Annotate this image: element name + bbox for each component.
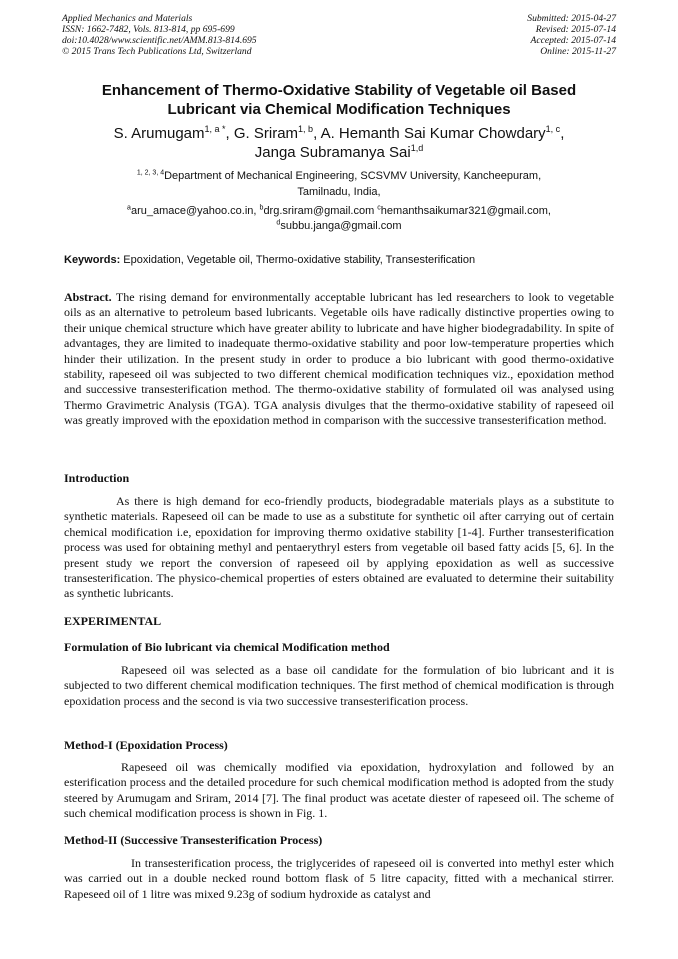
keywords-text: Epoxidation, Vegetable oil, Thermo-oxidative stability, Transesterification bbox=[120, 254, 476, 266]
email-sup: d bbox=[276, 219, 281, 227]
abstract-text: The rising demand for environmentally acceptable lubricant has led researchers to look to vegetable oils as an alternative to petroleum based lubricants. Vegetable oils have radically distinctive properties owing to their unique chemical structure which have greater ability to lubricate and have higher biodegradability. In spite of advantages, they are limited to inadequate thermo-oxidative stability and poor low-temperature properties which hinder their utilization. In the present study in order to produce a bio lubricant with good thermo-oxidative stability, rapeseed oil was subjected to two different chemical modification techniques viz., epoxidation method and successive transesterification method. The thermo-oxidative stability of formulated oil was analysed using Thermo Gravimetric Analysis (TGA). TGA analysis divulges that the thermo-oxidative stability of rapeseed oil was greatly improved with the epoxidation method in comparison with the successive transesterification method. bbox=[64, 290, 614, 428]
affiliation-text: Department of Mechanical Engineering, SCSVMV University, Kancheepuram, bbox=[164, 170, 542, 182]
email-link[interactable]: hemanthsaikumar321@gmail.com, bbox=[380, 205, 551, 217]
keywords-label: Keywords: bbox=[64, 254, 121, 266]
date-submitted: Submitted: 2015-04-27 bbox=[527, 13, 616, 24]
abstract-label: Abstract. bbox=[64, 290, 112, 304]
method-1-text: Rapeseed oil was chemically modified via epoxidation, hydroxylation and followed by an esterification process and the detailed procedure for such chemical modification method is adopted from the study steered by Arumugam and Sriram, 2014 [7]. The final product was acetate diester of rapeseed oil. The scheme of such chemical modification process is shown in Fig. 1. bbox=[64, 760, 614, 821]
email-link[interactable]: aru_amace@yahoo.co.in, bbox=[130, 205, 260, 217]
affiliation-line-2: Tamilnadu, India, bbox=[297, 186, 381, 198]
date-revised: Revised: 2015-07-14 bbox=[535, 24, 616, 35]
email-line-2 bbox=[40, 219, 638, 234]
author-name: S. Arumugam bbox=[113, 125, 205, 142]
title-line-1: Enhancement of Thermo-Oxidative Stability of Vegetable oil Based bbox=[101, 82, 577, 99]
author-name: , G. Sriram bbox=[225, 125, 299, 142]
paper-title bbox=[40, 81, 638, 119]
date-online: Online: 2015-11-27 bbox=[540, 46, 616, 57]
keywords bbox=[64, 253, 624, 267]
author-name: , A. Hemanth Sai Kumar Chowdary bbox=[313, 125, 546, 142]
method-1-heading: Method-I (Epoxidation Process) bbox=[64, 738, 228, 752]
date-accepted: Accepted: 2015-07-14 bbox=[530, 35, 616, 46]
email-link[interactable]: drg.sriram@gmail.com bbox=[263, 205, 378, 217]
affiliation-sup: 1, 2, 3, 4 bbox=[136, 169, 165, 177]
email-sup: a bbox=[127, 204, 131, 212]
email-sup: b bbox=[259, 204, 264, 212]
affiliation bbox=[40, 168, 638, 200]
title-line-2: Lubricant via Chemical Modification Techniques bbox=[167, 101, 511, 118]
author-sup: 1,d bbox=[410, 143, 424, 153]
formulation-heading: Formulation of Bio lubricant via chemical Modification method bbox=[64, 640, 390, 654]
journal-issn: ISSN: 1662-7482, Vols. 813-814, pp 695-699 bbox=[62, 24, 235, 35]
journal-doi: doi:10.4028/www.scientific.net/AMM.813-814.695 bbox=[62, 35, 257, 46]
author-line-1 bbox=[40, 124, 638, 143]
publication-dates bbox=[527, 13, 616, 57]
author-sup: 1, b bbox=[298, 124, 314, 134]
journal-info bbox=[62, 13, 257, 57]
method-2-text: In transesterification process, the triglycerides of rapeseed oil is converted into methyl ester which was carried out in a double necked round bottom flask of 5 litre capacity, fitted with a mechanical stirrer. Rapeseed oil of 1 litre was mixed 9.23g of sodium hydroxide as catalyst and bbox=[64, 856, 614, 901]
author-list bbox=[40, 124, 638, 162]
affiliation-line-1 bbox=[40, 168, 638, 184]
author-sup: 1, a * bbox=[204, 124, 226, 134]
experimental-heading: EXPERIMENTAL bbox=[64, 614, 162, 628]
journal-copyright: © 2015 Trans Tech Publications Ltd, Switzerland bbox=[62, 46, 252, 57]
journal-name: Applied Mechanics and Materials bbox=[62, 13, 193, 24]
email-line-1 bbox=[40, 204, 638, 219]
author-sup: 1, c bbox=[545, 124, 561, 134]
author-sep: , bbox=[560, 125, 565, 142]
email-sup: c bbox=[377, 204, 381, 212]
method-2-heading: Method-II (Successive Transesterification Process) bbox=[64, 833, 323, 847]
author-name: Janga Subramanya Sai bbox=[254, 144, 411, 161]
author-emails bbox=[40, 204, 638, 234]
abstract bbox=[64, 290, 614, 429]
introduction-text: As there is high demand for eco-friendly products, biodegradable materials plays as a substitute to synthetic materials. Rapeseed oil can be made to use as a substitute for synthetic oil after carrying out of certain chemical modification i.e, epoxidation for improving thermo oxidative stability [1-4]. Further transesterification process was used for obtaining methyl and pentaerythryl esters from vegetable oil based fatty acids [5, 6]. In the present study we report the conversion of rapeseed oil by applying epoxidation as well as successive transesterification. The physico-chemical properties of esters obtained are evaluated to determine their suitability as synthetic lubricants. bbox=[64, 494, 614, 601]
author-line-2 bbox=[40, 143, 638, 162]
introduction-heading: Introduction bbox=[64, 471, 130, 485]
email-link[interactable]: subbu.janga@gmail.com bbox=[280, 220, 402, 232]
formulation-text: Rapeseed oil was selected as a base oil candidate for the formulation of bio lubricant and it is subjected to two different chemical modification techniques. The first method of chemical modification is through epoxidation process and the second is via two successive transesterification process. bbox=[64, 663, 614, 708]
